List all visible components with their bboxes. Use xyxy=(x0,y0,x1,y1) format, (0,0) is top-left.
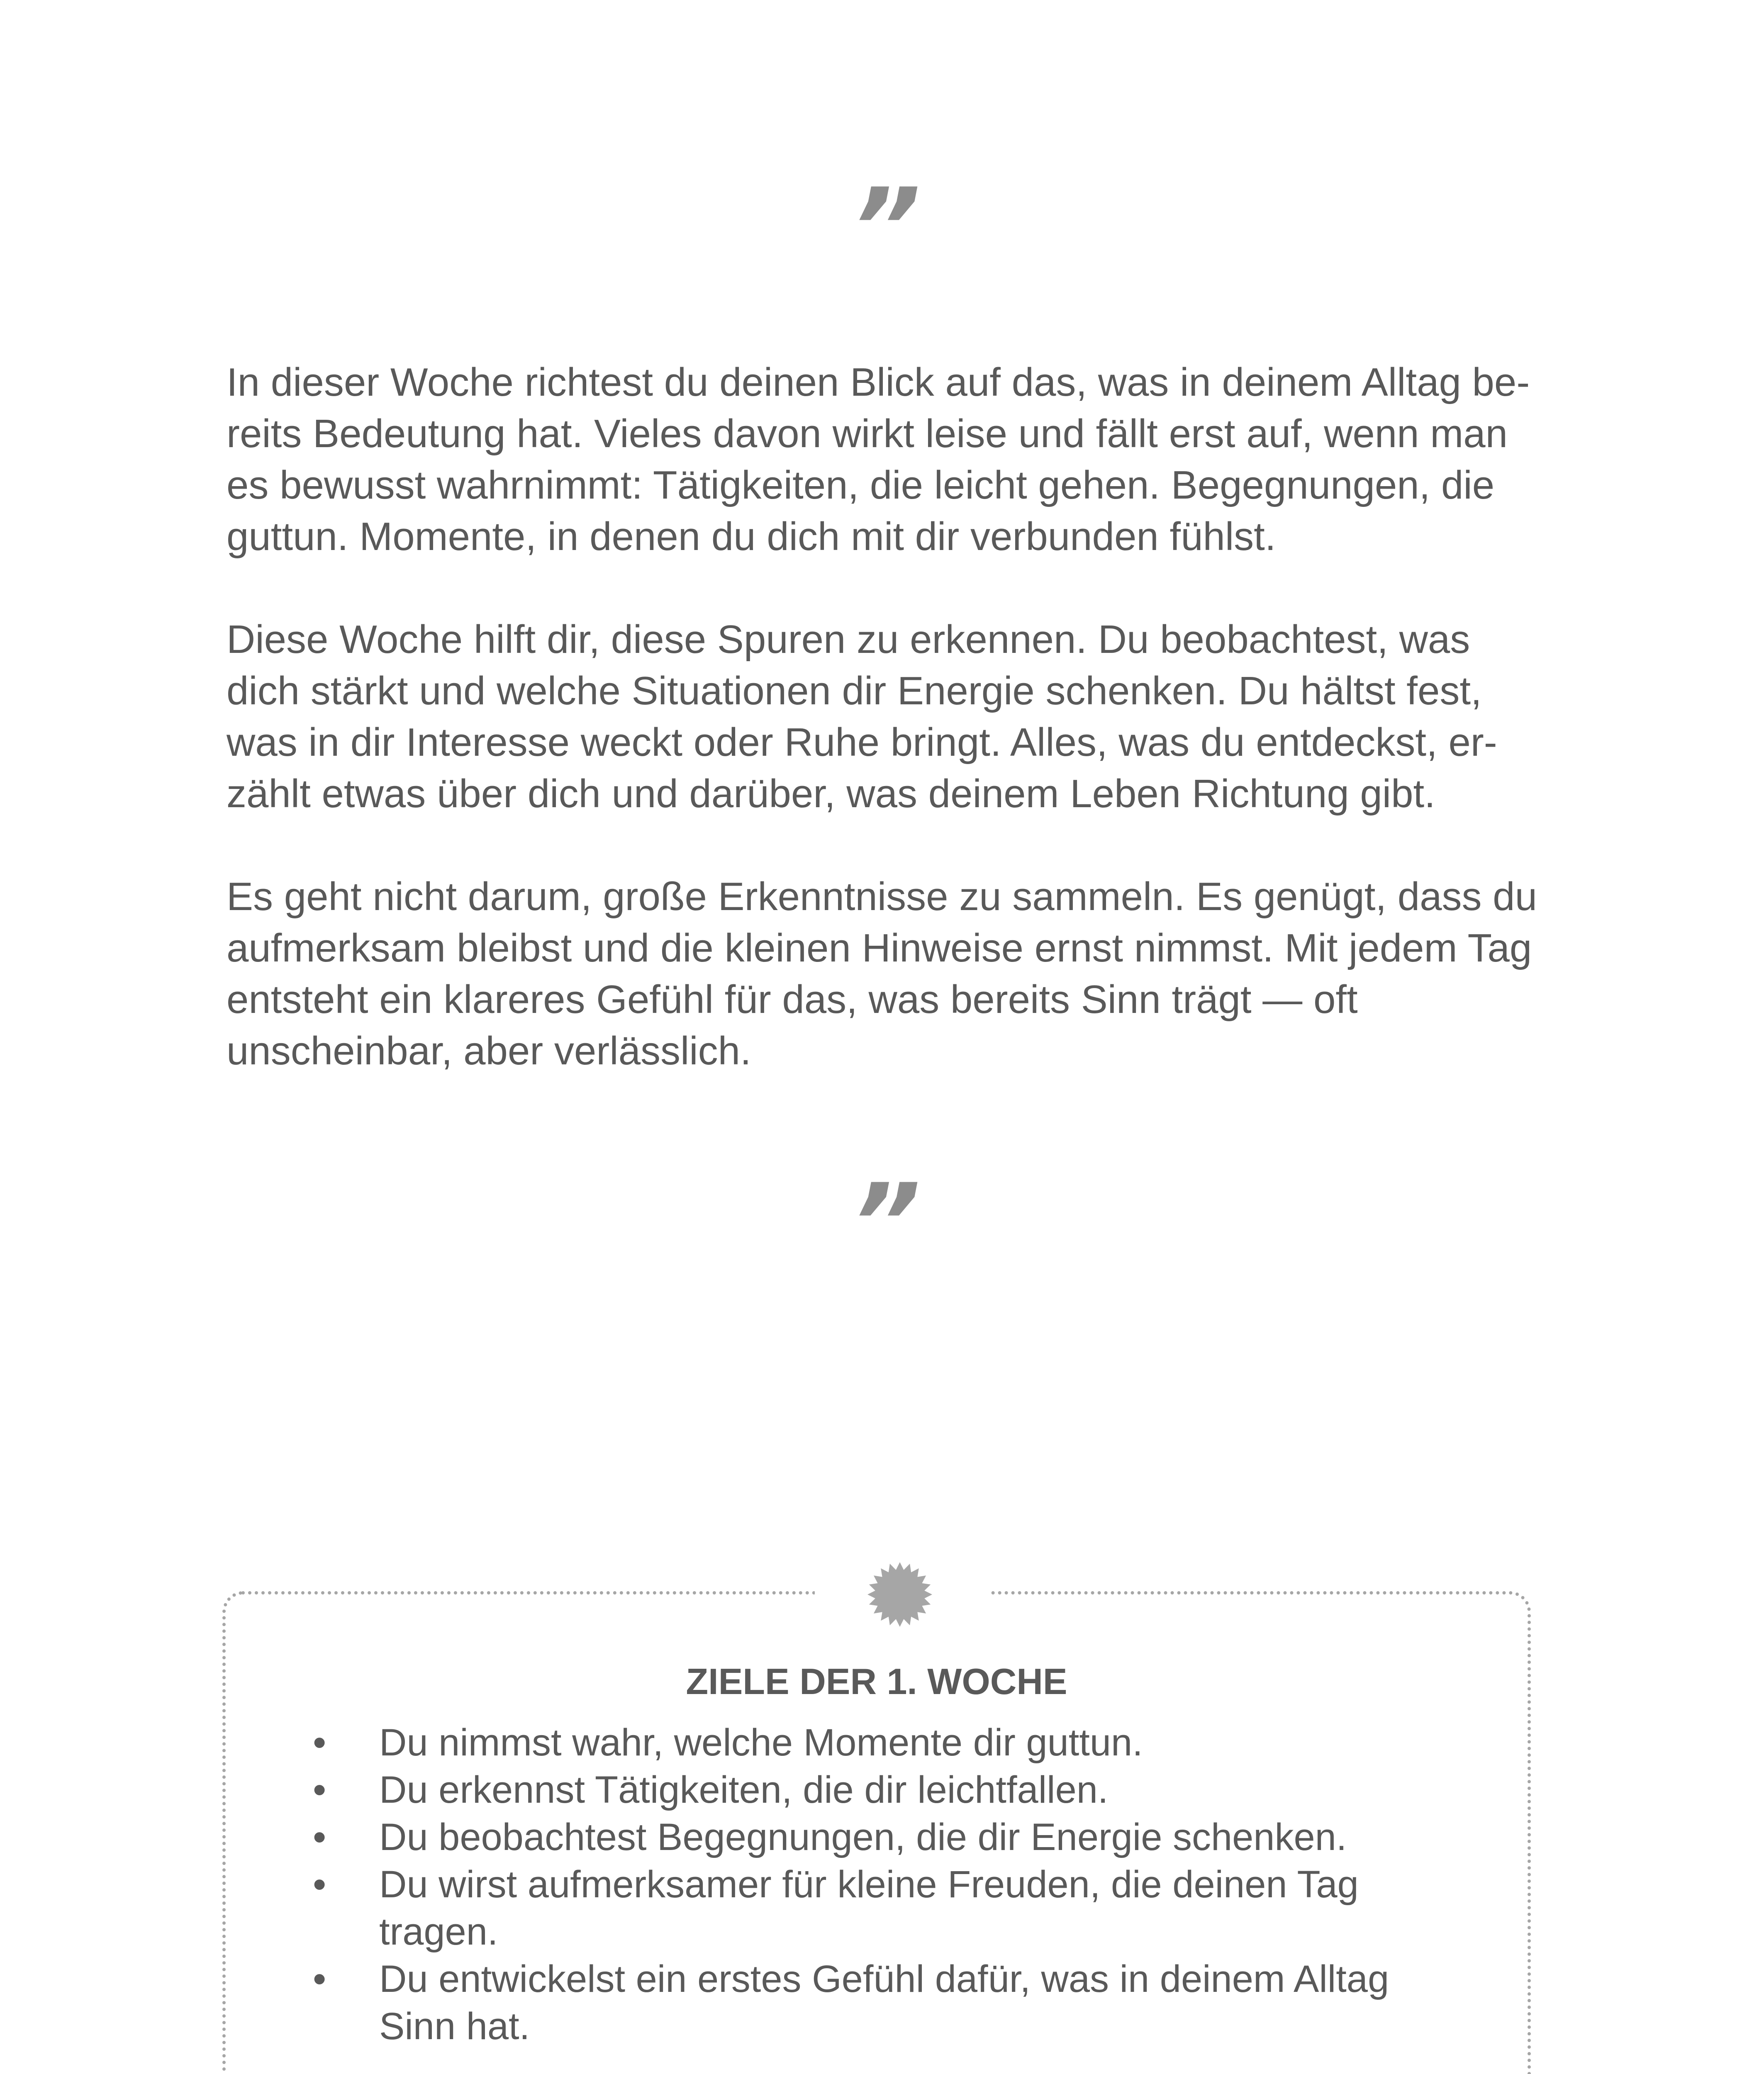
intro-text xyxy=(227,357,1546,1128)
intro-paragraph: Es geht nicht darum, große Erkenntnisse zu sammeln. Es genügt, dass du aufmerksam bleibst und die kleinen Hinweise ernst nimmst. Mit jedem Tag entsteht ein klareres Gefühl für das, was bereits Sinn trägt — oft unscheinbar, aber verlässlich. xyxy=(227,874,1537,1073)
bullet-icon: • xyxy=(313,1863,326,1906)
bullet-icon: • xyxy=(313,1721,326,1764)
goals-title: ZIELE DER 1. WOCHE xyxy=(686,1661,1067,1702)
closing-quote-mark: ” xyxy=(851,1161,913,1286)
goal-item xyxy=(313,1719,1474,1766)
goal-text: Du entwickelst ein erstes Gefühl dafür, was in deinem Alltag Sinn hat. xyxy=(379,1958,1389,2047)
bullet-icon: • xyxy=(313,1769,326,1811)
intro-paragraph: In dieser Woche richtest du deinen Blick auf das, was in deinem Alltag bereits Bedeutung hat. Vieles davon wirkt leise und fällt erst auf, wenn man es bewusst wahrnimmt: Tätigkeiten, die leicht gehen. Begegnungen, die guttun. Momente, in denen du dich mit dir verbunden fühlst. xyxy=(227,360,1530,559)
opening-quote-mark: ” xyxy=(851,166,913,291)
goal-text: Du erkennst Tätigkeiten, die dir leichtfallen. xyxy=(379,1769,1109,1811)
weekly-goals-box xyxy=(222,1591,1531,2074)
goal-item xyxy=(313,1861,1474,1955)
goals-list xyxy=(313,1719,1474,2050)
intro-paragraph: Diese Woche hilft dir, diese Spuren zu erkennen. Du beobachtest, was dich stärkt und welche Situationen dir Energie schenken. Du hältst fest, was in dir Interesse weckt oder Ruhe bringt. Alles, was du entdeckst, erzählt etwas über dich und darüber, was deinem Leben Richtung gibt. xyxy=(227,617,1497,816)
goal-text: Du wirst aufmerksamer für kleine Freuden, die deinen Tag tragen. xyxy=(379,1863,1359,1953)
sunburst-badge-icon xyxy=(867,1561,933,1628)
bullet-icon: • xyxy=(313,1958,326,2000)
goal-item xyxy=(313,1955,1474,2050)
bullet-icon: • xyxy=(313,1816,326,1858)
goal-text: Du nimmst wahr, welche Momente dir guttun. xyxy=(379,1721,1143,1764)
goal-text: Du beobachtest Begegnungen, die dir Energie schenken. xyxy=(379,1816,1347,1858)
goal-item xyxy=(313,1814,1474,1861)
goal-item xyxy=(313,1766,1474,1814)
